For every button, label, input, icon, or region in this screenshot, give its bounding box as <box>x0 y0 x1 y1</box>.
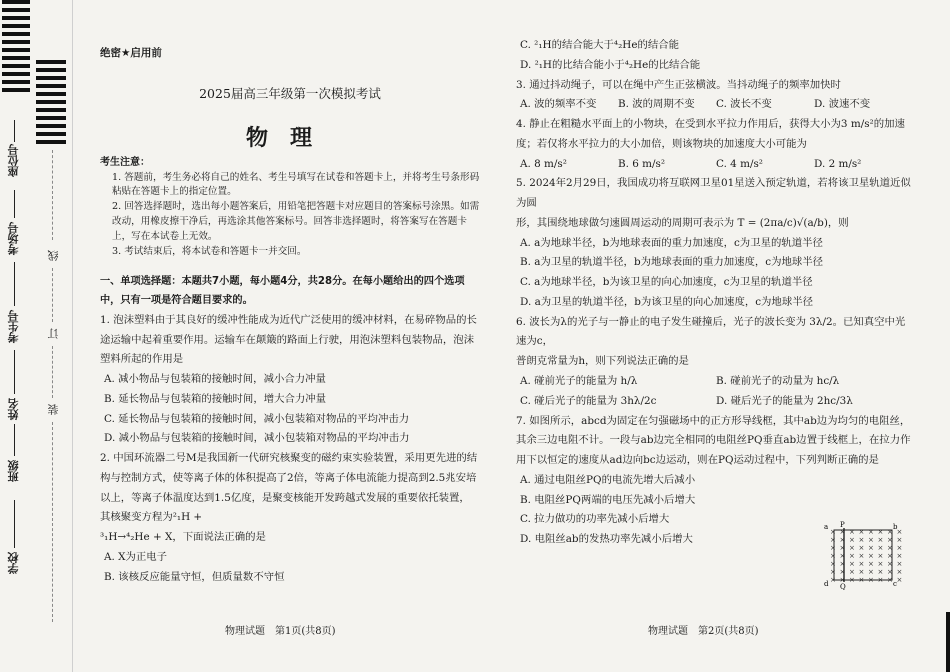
barcode-stripes <box>2 0 30 96</box>
barcode-stripes-secondary <box>36 60 66 144</box>
question-2-equation: ³₁H→⁴₂He + X，下面说法正确的是 <box>100 531 266 544</box>
notice-block <box>100 155 480 260</box>
option-row <box>516 155 912 175</box>
questions-left <box>100 272 480 587</box>
field-cross: × <box>858 536 865 544</box>
seat-number-line <box>14 120 15 142</box>
field-cross: × <box>839 536 846 544</box>
cut-word-line: 线 <box>47 250 60 261</box>
option-row <box>516 392 912 412</box>
option: D. ²₁H的比结合能小于⁴₂He的比结合能 <box>520 58 701 71</box>
field-cross: × <box>868 552 874 560</box>
field-cross: × <box>830 560 836 568</box>
exam-title: 2025届高三年级第一次模拟考试 <box>199 86 381 101</box>
field-cross: × <box>868 568 874 576</box>
option: A. a为地球半径，b为地球表面的重力加速度，c为卫星的轨道半径 <box>520 236 823 249</box>
option: D. 碰后光子的能量为 2hc/3λ <box>716 394 853 407</box>
option: C. ²₁H的结合能大于⁴₂He的结合能 <box>520 39 680 51</box>
cut-word-pack: 装 <box>47 404 60 415</box>
field-cross: × <box>877 528 884 536</box>
field-cross: × <box>858 568 865 576</box>
page-left <box>100 0 480 672</box>
option: B. 电阻丝PQ两端的电压先减小后增大 <box>520 493 696 506</box>
page-footer-right: 物理试题 第2页(共8页) <box>648 626 759 637</box>
notice-item: 1. 答题前，考生务必将自己的姓名、考生号填写在试卷和答题卡上，并将考生号条形码粘贴在答题卡上的指定位置。 <box>112 171 480 198</box>
field-cross: × <box>858 528 865 536</box>
field-cross: × <box>868 544 874 552</box>
questions-right <box>516 36 912 550</box>
label-c: c <box>893 580 897 588</box>
cut-word-bind: 订 <box>47 328 60 339</box>
option: C. 4 m/s² <box>716 157 763 170</box>
field-cross: × <box>830 536 836 544</box>
option: D. 减小物品与包装箱的接触时间，减小包装箱对物品的平均冲击力 <box>104 432 410 445</box>
exam-room-label: 考场号 <box>7 222 20 255</box>
option: C. a为地球半径，b为该卫星的向心加速度，c为卫星的轨道半径 <box>520 276 813 289</box>
field-cross: × <box>858 552 865 560</box>
field-cross: × <box>858 560 865 568</box>
subject-title: 物理 <box>245 126 334 151</box>
magnetic-field-figure <box>822 520 904 590</box>
field-cross: × <box>896 568 903 576</box>
cut-line-4 <box>52 422 53 622</box>
cut-line-3 <box>52 346 53 398</box>
option: C. 延长物品与包装箱的接触时间，减小包装箱对物品的平均冲击力 <box>104 412 410 425</box>
page-footer-left: 物理试题 第1页(共8页) <box>225 626 336 637</box>
option-row <box>516 372 912 392</box>
field-cross: × <box>839 560 846 568</box>
label-b: b <box>893 523 898 531</box>
option: D. 波速不变 <box>814 98 871 111</box>
option: B. a为卫星的轨道半径，b为地球表面的重力加速度，c为地球半径 <box>520 256 824 269</box>
notice-item: 2. 回答选择题时，选出每小题答案后，用铅笔把答题卡对应题目的答案标号涂黑。如需改动，用橡皮擦干净后，再选涂其他答案标号。回答非选择题时，将答案写在答题卡上，写在本试卷上无效。 <box>112 201 480 242</box>
question-1: 1. 泡沫塑料由于其良好的缓冲性能成为近代广泛使用的缓冲材料，在易碎物品的长途运输中起着重要作用。运输车在颠簸的路面上行驶，用泡沫塑料包装物品，泡沫塑料所起的作用是 <box>100 313 477 366</box>
binding-strip <box>0 0 73 672</box>
field-cross: × <box>868 576 874 584</box>
option: A. 减小物品与包装箱的接触时间，减小合力冲量 <box>104 373 326 386</box>
notice-item: 3. 考试结束后，将本试卷和答题卡一并交回。 <box>112 245 307 257</box>
question-5-formula: 形，其围绕地球做匀速圆周运动的周期可表示为 T = (2πa/c)√(a/b)，则 <box>516 216 849 229</box>
notice-heading: 考生注意： <box>100 157 150 168</box>
field-cross: × <box>868 536 874 544</box>
question-5: 5. 2024年2月29日，我国成功将互联网卫星01星送入预定轨道，若将该卫星轨道近似为圆 <box>516 177 911 210</box>
field-cross: × <box>887 536 893 544</box>
option: C. 碰后光子的能量为 3hλ/2c <box>520 394 657 407</box>
field-cross: × <box>877 536 884 544</box>
label-p: P <box>840 521 845 529</box>
name-label: 姓名 <box>7 398 20 420</box>
question-2: 2. 中国环流器二号M是我国新一代研究核聚变的磁约束实验装置，采用更先进的结构与控制方式，使等离子体的体积提高了2倍，等离子体电流能力提高到2.5兆安培以上，等离子体温度达到1.5亿度，是聚变核能开发跨越式发展的重要依托装置，其核聚变方程为²₁H + <box>100 452 478 524</box>
q7-options <box>516 471 806 550</box>
field-cross: × <box>896 528 903 536</box>
field-cross: × <box>849 560 855 568</box>
field-cross: × <box>887 576 893 584</box>
candidate-number-label: 考生号 <box>7 310 20 343</box>
field-cross: × <box>887 560 893 568</box>
option: B. 6 m/s² <box>618 157 666 170</box>
field-cross: × <box>849 544 855 552</box>
field-cross: × <box>830 576 836 584</box>
field-cross: × <box>896 552 903 560</box>
option: D. a为卫星的轨道半径，b为该卫星的向心加速度，c为地球半径 <box>520 295 813 308</box>
field-cross: × <box>896 544 903 552</box>
confidential-mark: 绝密★启用前 <box>100 47 162 59</box>
school-label: 学校 <box>7 552 20 574</box>
field-cross: × <box>839 568 846 576</box>
field-cross: × <box>877 576 884 584</box>
question-3: 3. 通过抖动绳子，可以在绳中产生正弦横波。当抖动绳子的频率加快时 <box>516 78 841 91</box>
field-cross: × <box>839 552 846 560</box>
option: C. 波长不变 <box>716 98 772 111</box>
field-cross: × <box>858 544 865 552</box>
cut-line-2 <box>52 268 53 322</box>
field-cross: × <box>868 560 874 568</box>
option-row <box>516 95 912 115</box>
field-cross: × <box>839 576 846 584</box>
option: A. 8 m/s² <box>520 157 567 170</box>
field-cross: × <box>887 544 893 552</box>
field-cross: × <box>849 528 855 536</box>
option: B. 该核反应能量守恒，但质量数不守恒 <box>104 570 285 583</box>
question-6-cont: 普朗克常量为h，则下列说法正确的是 <box>516 355 689 368</box>
field-cross: × <box>887 568 893 576</box>
question-6: 6. 波长为λ的光子与一静止的电子发生碰撞后，光子的波长变为 3λ/2。已知真空中光速为c， <box>516 315 906 348</box>
class-label: 班级 <box>7 460 20 482</box>
field-cross: × <box>877 544 884 552</box>
field-cross: × <box>858 576 865 584</box>
section-heading: 一、单项选择题：本题共7小题，每小题4分，共28分。在每小题给出的四个选项中，只有一项是符合题目要求的。 <box>100 276 465 307</box>
name-line <box>14 350 15 394</box>
question-4: 4. 静止在粗糙水平面上的小物块，在受到水平拉力作用后，获得大小为3 m/s²的加速度；若仅将水平拉力的大小加倍，则该物块的加速度大小可能为 <box>516 118 905 150</box>
option: D. 2 m/s² <box>814 157 862 170</box>
field-cross: × <box>877 552 884 560</box>
field-cross: × <box>849 536 855 544</box>
field-cross: × <box>839 528 846 536</box>
label-a: a <box>824 523 829 531</box>
option: A. 波的频率不变 <box>520 98 597 111</box>
page-right <box>516 0 912 672</box>
label-d: d <box>824 580 829 588</box>
school-line <box>14 500 15 548</box>
field-cross: × <box>849 568 855 576</box>
field-cross: × <box>896 576 903 584</box>
option: A. 碰前光子的能量为 h/λ <box>520 375 638 388</box>
option: D. 电阻丝ab的发热功率先减小后增大 <box>520 533 693 546</box>
option: C. 拉力做功的功率先减小后增大 <box>520 513 670 526</box>
option: B. 波的周期不变 <box>618 98 695 111</box>
field-cross: × <box>839 544 846 552</box>
field-cross: × <box>830 568 836 576</box>
field-cross: × <box>877 560 884 568</box>
option: A. 通过电阻丝PQ的电流先增大后减小 <box>520 473 696 486</box>
field-cross: × <box>896 560 903 568</box>
field-cross: × <box>830 528 836 536</box>
class-line <box>14 424 15 456</box>
field-cross: × <box>849 552 855 560</box>
field-cross: × <box>849 576 855 584</box>
option: A. X为正电子 <box>104 550 168 563</box>
candidate-number-line <box>14 262 15 306</box>
option: B. 碰前光子的动量为 hc/λ <box>716 375 840 388</box>
field-cross: × <box>896 536 903 544</box>
question-7: 7. 如图所示，abcd为固定在匀强磁场中的正方形导线框，其中ab边为均匀的电阻丝，其余三边电阻不计。一段与ab边完全相同的电阻丝PQ垂直ab边置于线框上，在拉力作用下以恒定的速度从ad边向bc边运动，则在PQ运动过程中，下列判断正确的是 <box>516 414 911 467</box>
edge-mark <box>946 612 950 672</box>
exam-room-line <box>14 190 15 218</box>
cut-line-1 <box>52 150 53 240</box>
field-cross: × <box>830 552 836 560</box>
seat-number-label: 座位号 <box>7 144 20 177</box>
field-cross: × <box>877 568 884 576</box>
field-cross: × <box>887 552 893 560</box>
field-cross: × <box>887 528 893 536</box>
field-cross: × <box>868 528 874 536</box>
label-q: Q <box>840 583 846 590</box>
field-cross: × <box>830 544 836 552</box>
option: B. 延长物品与包装箱的接触时间，增大合力冲量 <box>104 392 327 405</box>
